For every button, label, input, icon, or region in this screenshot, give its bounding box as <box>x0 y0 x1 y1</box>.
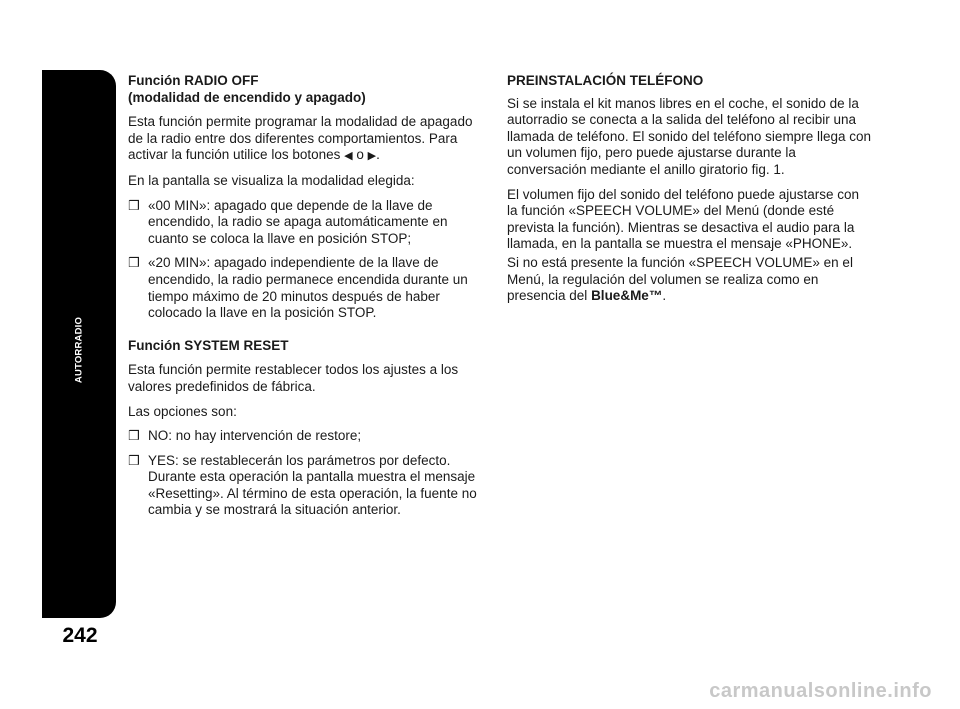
blue-me-brand: Blue&Me™ <box>591 288 663 304</box>
left-column <box>128 73 488 527</box>
phone-paragraph-3-text: Si no está presente la función «SPEECH VOLUME» en el Menú, la regulación del volumen se realiza como en presencia del <box>507 254 853 304</box>
radio-off-text: Esta función permite programar la modalidad de apagado de la radio entre dos diferentes comportamientos. Para activar la función utilice los botones <box>128 114 473 163</box>
checkbox-bullet-icon: ❒ <box>128 197 140 213</box>
system-reset-title-name: SYSTEM RESET <box>184 337 289 353</box>
list-item <box>128 453 488 519</box>
right-arrow-icon: ▶ <box>367 150 377 163</box>
checkbox-bullet-icon: ❒ <box>128 428 140 444</box>
system-reset-title-prefix: Función <box>128 337 185 353</box>
system-reset-heading <box>128 338 488 355</box>
list-item <box>128 428 488 445</box>
checkbox-bullet-icon: ❒ <box>128 452 140 468</box>
right-column <box>507 73 872 313</box>
phone-preinstall-heading <box>507 73 872 90</box>
phone-preinstall-title: PREINSTALACIÓN TELÉFONO <box>507 73 704 88</box>
list-item <box>128 255 488 321</box>
option-text: «00 MIN»: apagado que depende de la llave de encendido, la radio se apaga automáticamente en cuanto se coloca la llave en posición STOP; <box>148 197 448 246</box>
system-reset-options-intro: Las opciones son: <box>128 403 237 419</box>
radio-off-or-text: o <box>352 147 368 163</box>
radio-off-heading <box>128 73 488 106</box>
phone-paragraph-1: Si se instala el kit manos libres en el coche, el sonido de la autorradio se conecta a la salida del teléfono al recibir una llamada de teléfono. El sonido del teléfono siempre llega con un volumen fijo, pero puede ajustarse durante la conversación mediante el anillo giratorio fig. 1. <box>507 95 871 177</box>
radio-off-period: . <box>376 147 380 163</box>
left-arrow-icon: ◀ <box>344 150 353 163</box>
system-reset-paragraph: Esta función permite restablecer todos los ajustes a los valores predefinidos de fábrica. <box>128 362 459 394</box>
phone-paragraph-2: El volumen fijo del sonido del teléfono puede ajustarse con la función «SPEECH VOLUME» del Menú (donde esté prevista la función). Mientras se desactiva el audio para la llamada, en la pantalla se muestra el mensaje «PHONE». <box>507 186 859 252</box>
phone-paragraph-3-period: . <box>662 288 667 304</box>
option-text: YES: se restablecerán los parámetros por defecto. Durante esta operación la pantalla muestra el mensaje «Resetting». Al término de esta operación, la fuente no cambia y se mostrará la situación anterior. <box>148 452 477 518</box>
radio-off-subtitle: (modalidad de encendido y apagado) <box>128 89 366 105</box>
radio-off-paragraph <box>128 114 488 165</box>
phone-paragraph-3 <box>507 255 872 305</box>
option-text: «20 MIN»: apagado independiente de la llave de encendido, la radio permanece encendida durante un tiempo máximo de 20 minutos después de haber colocado la llave en la posición STOP. <box>148 255 468 321</box>
system-reset-options <box>128 428 488 519</box>
option-text: NO: no hay intervención de restore; <box>148 428 362 444</box>
radio-off-mode-intro: En la pantalla se visualiza la modalidad elegida: <box>128 172 415 188</box>
list-item <box>128 198 488 248</box>
radio-off-title-prefix: Función <box>128 73 185 88</box>
watermark-text: carmanualsonline.info <box>709 680 932 702</box>
section-sidebar-label: AUTORRADIO <box>73 316 85 384</box>
radio-off-title-name: RADIO OFF <box>184 73 259 88</box>
page-number: 242 <box>62 624 98 647</box>
checkbox-bullet-icon: ❒ <box>128 255 140 271</box>
radio-off-options <box>128 198 488 322</box>
